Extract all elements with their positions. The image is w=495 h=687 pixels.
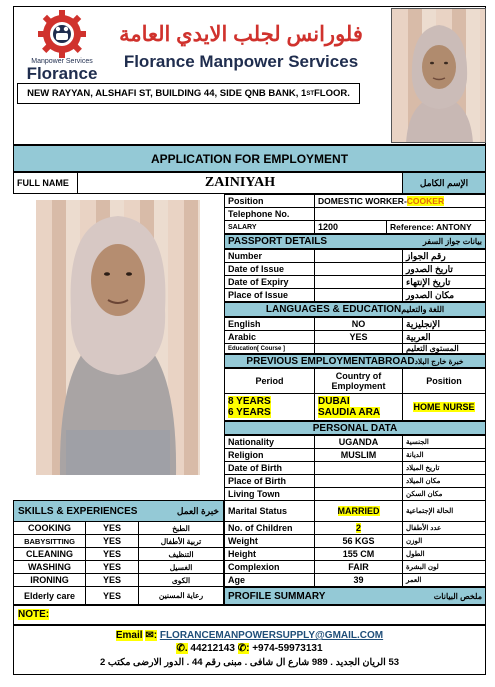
children-value-cell [314,521,403,535]
full-name-value: ZAINIYAH [77,172,403,194]
company-name-arabic: فلورانس لجلب الايدي العامة [119,23,363,46]
employment-section-header [224,354,486,368]
logo-wordmark: Florance [26,64,98,83]
personal-label-arabic: لون البشرة [402,560,486,574]
employment-country: DUBAI [318,396,350,407]
employment-title-arabic: خبرة خارج البلاد [414,356,464,366]
envelope-icon: ✉: [145,630,158,641]
address-box [17,83,360,104]
personal-value [314,487,403,501]
education-label: Education[ Course ] [224,343,315,354]
employment-period-cell [224,393,315,421]
employment-position-cell [402,393,486,421]
telephone-label: Telephone No. [224,207,315,221]
language-label: Arabic [224,330,315,344]
personal-label: Religion [224,448,315,462]
phone-number-1: 44212143 [190,643,235,654]
company-logo [22,10,102,83]
profile-summary-title: PROFILE SUMMARY [228,590,326,602]
passport-label: Date of Expiry [224,275,315,289]
passport-value [314,275,403,289]
personal-label-arabic: الطول [402,547,486,561]
person-portrait-icon [392,9,486,143]
salary-value: 1200 [314,220,387,234]
note-label: NOTE: [18,609,50,620]
skills-title: SKILLS & EXPERIENCES [18,505,138,517]
language-value: YES [314,330,403,344]
personal-label-arabic: تاريخ الميلاد [402,461,486,475]
skills-title-arabic: خبرة العمل [176,505,219,516]
personal-label: Weight [224,534,315,548]
email-label: Email [115,630,143,641]
personal-section-header: PERSONAL DATA [224,421,486,435]
email-address[interactable]: FLORANCEMANPOWERSUPPLY@GMAIL.COM [159,630,384,641]
education-label-arabic: المستوى التعليم [402,343,486,354]
personal-value: 155 CM [314,547,403,561]
employment-col-period: Period [224,368,315,394]
passport-label-arabic: مكان الصدور [402,288,486,302]
personal-label: No. of Children [224,521,315,535]
address-tail: FLOOR. [314,88,350,99]
skill-name: Elderly care [13,586,86,605]
personal-value: UGANDA [314,435,403,449]
footer-phone-line [14,643,485,654]
skill-name-arabic: التنظيف [138,547,224,561]
skill-name: COOKING [13,521,86,535]
skill-name-arabic: الطبخ [138,521,224,535]
personal-label: Complexion [224,560,315,574]
skill-name: BABYSITTING [13,534,86,548]
personal-value: FAIR [314,560,403,574]
salary-label: SALARY [224,220,315,234]
personal-label-arabic: مكان السكن [402,487,486,501]
personal-label: Age [224,573,315,587]
skills-section-header [13,500,224,522]
personal-value: MUSLIM [314,448,403,462]
personal-label-arabic: الوزن [402,534,486,548]
passport-value [314,262,403,276]
passport-title-arabic: بيانات جواز السفر [422,237,482,246]
skill-name-arabic: رعاية المسنين [138,586,224,605]
personal-label: Place of Birth [224,474,315,488]
employment-col-country [314,368,403,394]
employment-col-position: Position [402,368,486,394]
phone-number-2: +974-59973131 [252,643,323,654]
skill-name-arabic: تربية الأطفال [138,534,224,548]
personal-value [314,474,403,488]
personal-value [314,461,403,475]
language-label-arabic: الإنجليزية [402,317,486,331]
employment-position: HOME NURSE [413,402,475,412]
logo-subtitle: Manpower Services [31,58,93,65]
personal-label: Date of Birth [224,461,315,475]
full-name-label: FULL NAME [13,172,78,194]
position-value-text: DOMESTIC WORKER- [318,196,407,206]
passport-section-header [224,234,486,249]
passport-label-arabic: تاريخ الصدور [402,262,486,276]
full-name-label-arabic: الإسم الكامل [402,172,486,194]
skill-name-arabic: الكوى [138,573,224,587]
personal-label-arabic: عدد الأطفال [402,521,486,535]
personal-label: Height [224,547,315,561]
employment-col-country-text: Country of Employment [331,371,386,391]
footer-email-line [14,630,485,641]
education-value [314,343,403,354]
profile-summary-title-arabic: ملخص البيانات [433,591,482,601]
profile-summary-header [224,587,486,605]
marital-status-value-cell [314,500,403,522]
footer-address-arabic: 53 الريان الجديد . 989 شارع ال شافى . مبنى رقم 44 . الدور الارضى مكتب 2 [99,657,400,668]
personal-label: Living Town [224,487,315,501]
employment-period: 6 YEARS [228,407,271,418]
marital-status-label: Marital Status [224,500,315,522]
passport-value [314,249,403,263]
footer-contact [13,625,486,675]
skill-name-arabic: الغسيل [138,560,224,574]
personal-label-arabic: الديانة [402,448,486,462]
skill-value: YES [85,521,139,535]
skill-value: YES [85,560,139,574]
address-text: NEW RAYYAN, ALSHAFI ST, BUILDING 44, SIDE QNB BANK, 1 [27,88,307,99]
address-superscript: ST [306,90,314,97]
skill-value: YES [85,534,139,548]
candidate-photo-small [391,8,486,143]
form-title: APPLICATION FOR EMPLOYMENT [13,145,486,172]
marital-status-value: MARRIED [337,506,380,516]
personal-label: Nationality [224,435,315,449]
position-label: Position [224,194,315,208]
personal-value: 56 KGS [314,534,403,548]
skill-name: WASHING [13,560,86,574]
candidate-photo-large [36,200,200,475]
personal-label-arabic: الجنسية [402,435,486,449]
phone-icon: ✆. [176,643,188,654]
skill-name: IRONING [13,573,86,587]
personal-label-arabic: العمر [402,573,486,587]
passport-label: Place of Issue [224,288,315,302]
passport-label: Number [224,249,315,263]
employment-country-cell [314,393,403,421]
employment-title: PREVIOUS EMPLOYMENTABROAD [246,355,415,367]
language-label: English [224,317,315,331]
skill-value: YES [85,573,139,587]
passport-label-arabic: تاريخ الإنتهاء [402,275,486,289]
reference-value: Reference: ANTONY [386,220,486,234]
note-row [13,605,486,625]
passport-value [314,288,403,302]
personal-label-arabic: مكان الميلاد [402,474,486,488]
languages-title-arabic: اللغة والتعليم [401,305,445,314]
languages-title: LANGUAGES & EDUCATION [265,304,402,315]
company-name-english: Florance Manpower Services [123,52,359,71]
children-value: 2 [355,523,361,533]
language-label-arabic: العربية [402,330,486,344]
passport-label: Date of Issue [224,262,315,276]
telephone-value [314,207,486,221]
languages-section-header [224,302,486,317]
gear-icon [22,10,102,58]
position-value-highlight: COOKER [406,196,445,206]
employment-period: 8 YEARS [228,396,271,407]
language-value: NO [314,317,403,331]
skill-value: YES [85,547,139,561]
marital-status-label-arabic: الحالة الإجتماعية [402,500,486,522]
personal-value: 39 [314,573,403,587]
passport-label-arabic: رقم الجواز [402,249,486,263]
passport-title: PASSPORT DETAILS [228,236,328,247]
position-value [314,194,486,208]
skill-value: YES [85,586,139,605]
skill-name: CLEANING [13,547,86,561]
employment-country: SAUDIA ARA [318,407,381,418]
mobile-icon: ✆: [237,643,250,654]
person-full-icon [36,200,200,475]
